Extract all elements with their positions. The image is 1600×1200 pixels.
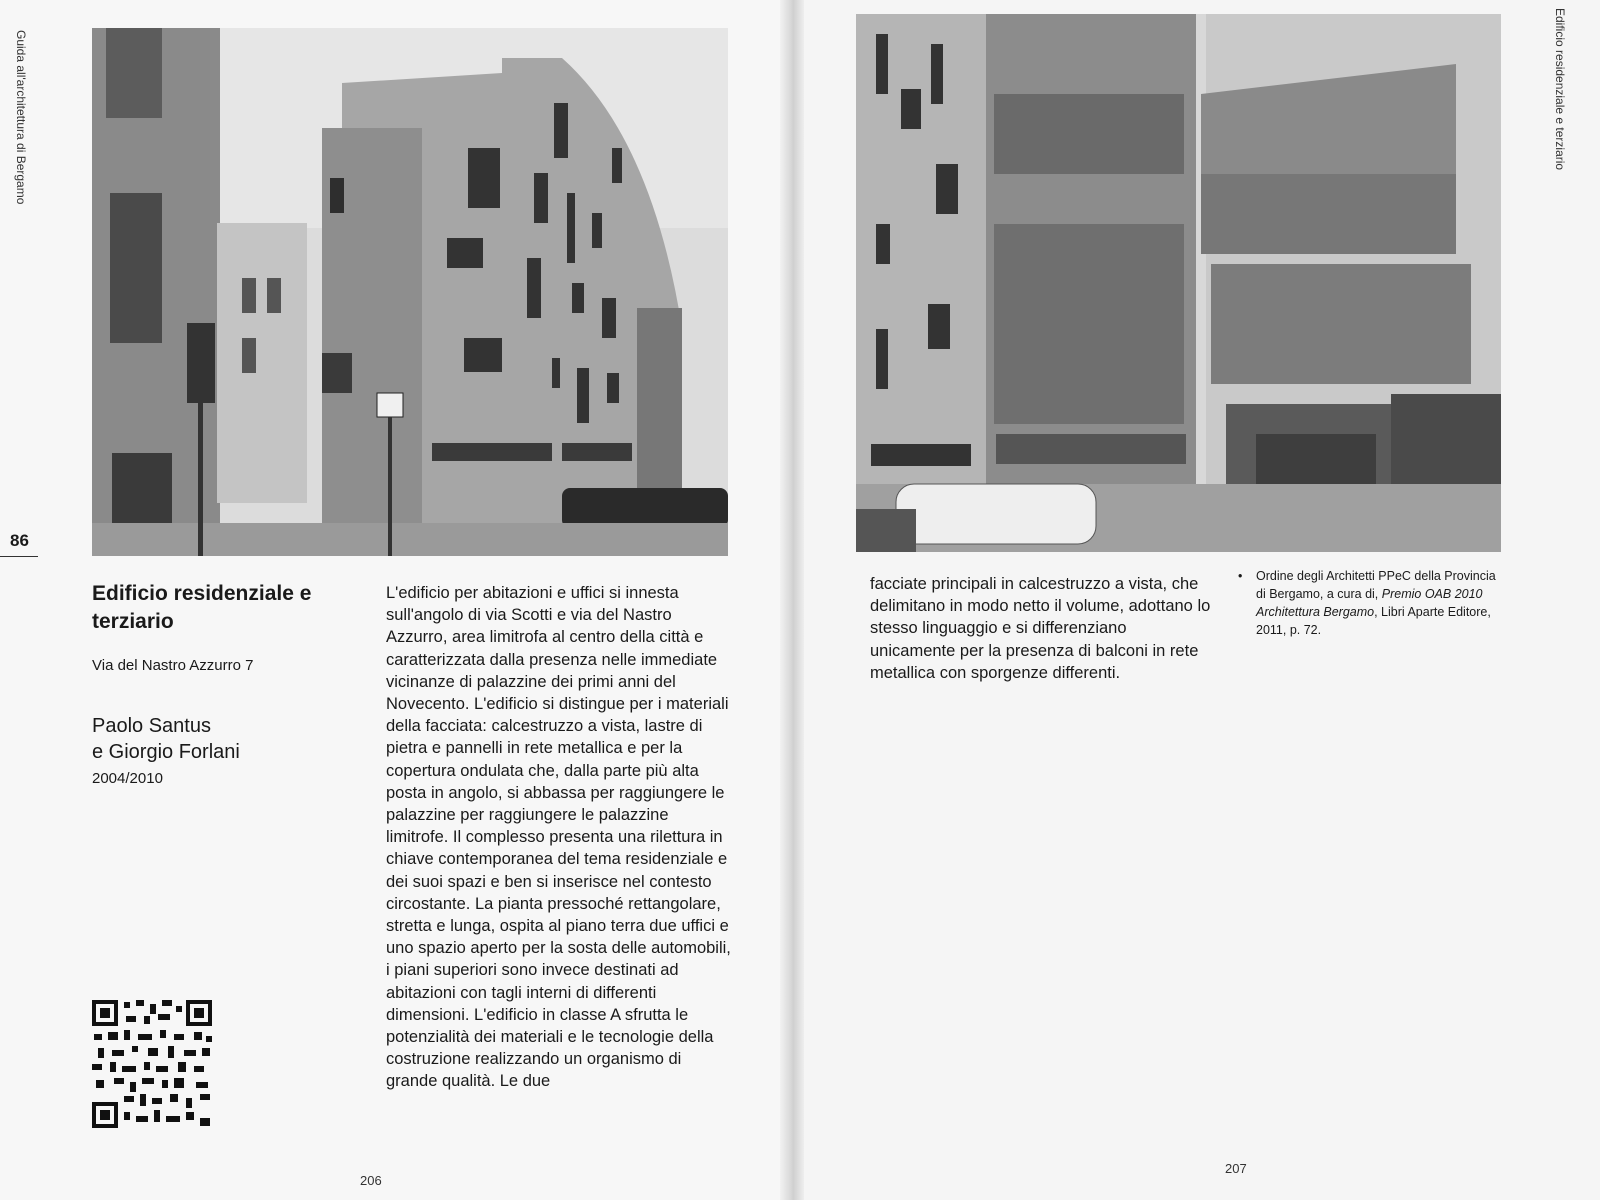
running-head-left: Guida all'architettura di Bergamo (14, 30, 28, 205)
page-number-left: 206 (360, 1173, 382, 1188)
qr-code-icon[interactable] (90, 998, 214, 1130)
entry-address: Via del Nastro Azzurro 7 (92, 657, 254, 674)
body-text-column-1: L'edificio per abitazioni e uffici si innesta sull'angolo di via Scotti e via del Nastro Azzurro, area limitrofa al centro della città e caratterizzata dalla presenza nelle immediate vicinanze di palazzine dei primi anni del Novecento. L'edificio si distingue per i materiali della facciata: calcestruzzo a vista, lastre di pietra e pannelli in rete metallica e per la copertura ondulata che, dalla parte più alta posta in angolo, si abbassa per raggiungere le palazzine per raggiungere le palazzine limitrofe. Il complesso presenta una rilettura in chiave contemporanea del tema residenziale e dei suoi spazi e ben si inserisce nel contesto circostante. La pianta pressoché rettangolare, stretta e lunga, ospita al piano terra due uffici e uno spazio aperto per la sosta delle automobili, i piani superiori sono invece destinati ad abitazioni con tagli interni di differenti dimensioni. L'edificio in classe A sfrutta le potenzialità dei materiali e le tecnologie della costruzione realizzando un organismo di grande qualità. Le due (386, 584, 731, 1091)
reference-item (1238, 567, 1498, 639)
tab-rule (0, 556, 38, 557)
section-tab-number: 86 (10, 531, 29, 550)
body-text-column-2: facciate principali in calcestruzzo a vista, che delimitano in modo netto il volume, adottano lo stesso linguaggio e si differenziano unicamente per la presenza di balconi in rete metallica con sporgenze differenti. (870, 575, 1211, 682)
reference-title: Premio OAB 2010 Architettura Bergamo (1256, 587, 1483, 619)
book-gutter (780, 0, 804, 1200)
building-photo-balconies (856, 14, 1501, 552)
entry-years: 2004/2010 (92, 770, 163, 787)
entry-title: Edificio residenziale e terziario (92, 582, 312, 633)
building-photo-corner (92, 28, 728, 556)
running-head-right: Edificio residenziale e terziario (1553, 8, 1567, 171)
reference-suffix: , Libri Aparte Editore, 2011, p. 72. (1256, 605, 1491, 637)
entry-authors (92, 713, 240, 765)
authors-line-1: Paolo Santus (92, 715, 211, 737)
references-list (1238, 567, 1498, 639)
reference-prefix: Ordine degli Architetti PPeC della Provincia di Bergamo, a cura di, (1256, 569, 1496, 601)
authors-line-2: e Giorgio Forlani (92, 741, 240, 763)
page-number-right: 207 (1225, 1161, 1247, 1176)
